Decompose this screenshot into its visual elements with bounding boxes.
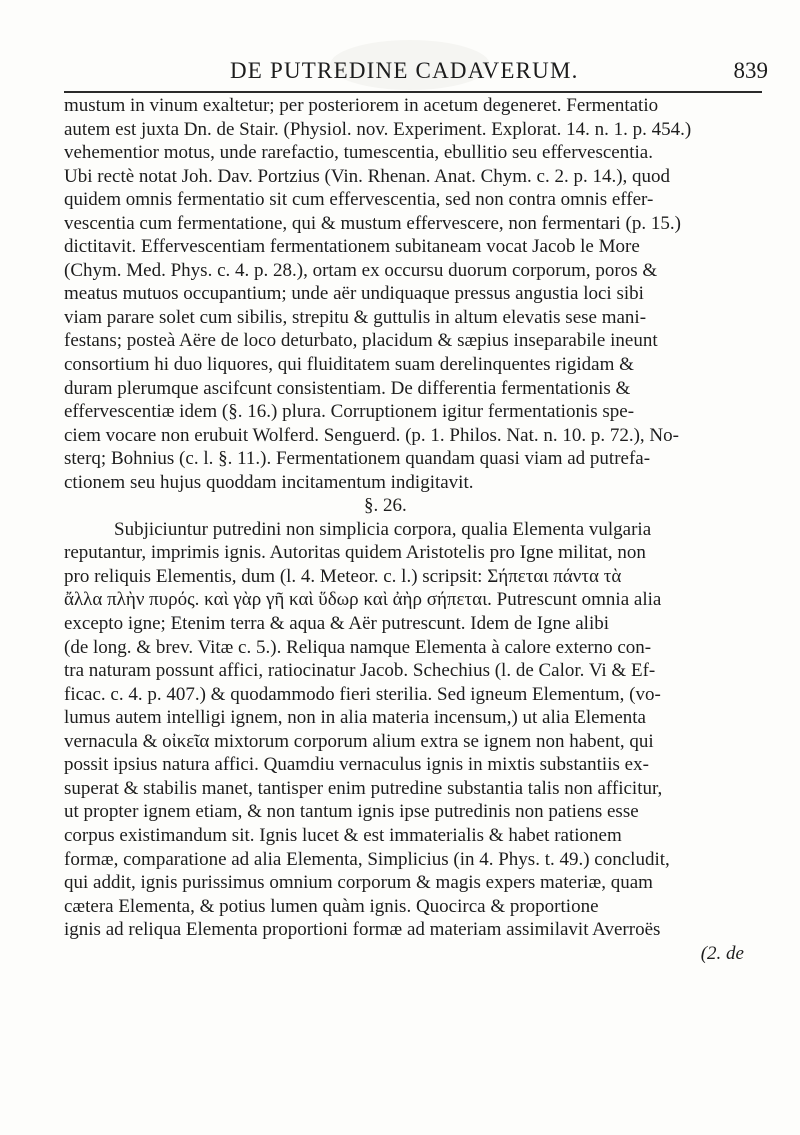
body-text	[64, 94, 784, 965]
text-line: corpus existimandum sit. Ignis lucet & est immaterialis & habet rationem	[64, 824, 622, 846]
text-line: possit ipsius natura affici. Quamdiu vernaculus ignis in mixtis substantiis ex-	[64, 754, 649, 776]
text-line: viam parare solet cum sibilis, strepitu & guttulis in altum elevatis sese mani-	[64, 306, 647, 328]
text-line: mustum in vinum exaltetur; per posteriorem in acetum degeneret. Fermentatio	[64, 95, 659, 116]
text-line: vescentia cum fermentatione, qui & mustum effervescere, non fermentari (p. 15.)	[64, 212, 681, 234]
text-line: duram plerumque ascifcunt consistentiam. De differentia fermentationis &	[64, 377, 631, 399]
header-rule	[64, 91, 762, 93]
text-line: qui addit, ignis purissimus omnium corporum & magis expers materiæ, quam	[64, 872, 653, 894]
text-line: Ubi rectè notat Joh. Dav. Portzius (Vin. Rhenan. Anat. Chym. c. 2. p. 14.), quod	[64, 165, 671, 187]
catchword: (2. de	[700, 942, 744, 964]
text-line: effervescentiæ idem (§. 16.) plura. Corruptionem igitur fermentationis spe-	[64, 401, 635, 423]
text-line: vehementior motus, unde rarefactio, tumescentia, ebullitio seu effervescentia.	[64, 142, 653, 164]
text-line: excepto igne; Etenim terra & aqua & Aër putrescunt. Idem de Igne alibi	[64, 613, 609, 635]
text-line: autem est juxta Dn. de Stair. (Physiol. nov. Experiment. Explorat. 14. n. 1. p. 454.)	[64, 118, 692, 140]
text-line: quidem omnis fermentatio sit cum effervescentia, sed non contra omnis effer-	[64, 189, 654, 211]
section-heading: §. 26.	[364, 495, 407, 517]
text-line: ἄλλα πλὴν πυρός. καὶ γὰρ γῆ καὶ ὕδωρ καὶ ἀὴρ σήπεται. Putrescunt omnia alia	[64, 589, 662, 611]
text-line: ciem vocare non erubuit Wolferd. Senguerd. (p. 1. Philos. Nat. n. 10. p. 72.), No-	[64, 424, 679, 446]
running-head: DE PUTREDINE CADAVERUM.	[230, 58, 579, 83]
text-line: (Chym. Med. Phys. c. 4. p. 28.), ortam ex occursu duorum corporum, poros &	[64, 259, 658, 281]
text-line: dictitavit. Effervescentiam fermentationem subitaneam vocat Jacob le More	[64, 236, 640, 258]
text-line: reputantur, imprimis ignis. Autoritas quidem Aristotelis pro Igne militat, non	[64, 542, 646, 564]
page-header	[60, 52, 768, 88]
text-line: tra naturam possunt affici, ratiocinatur Jacob. Schechius (l. de Calor. Vi & Ef-	[64, 660, 656, 682]
text-line: pro reliquis Elementis, dum (l. 4. Meteor. c. l.) scripsit: Σήπεται πάντα τὰ	[64, 565, 622, 587]
text-line: superat & stabilis manet, tantisper enim putredine substantia talis non afficitur,	[64, 777, 663, 799]
text-line: Subjiciuntur putredini non simplicia corpora, qualia Elementa vulgaria	[114, 518, 652, 540]
text-line: vernacula & οἰκεῖα mixtorum corporum alium extra se ignem non habent, qui	[64, 730, 654, 752]
text-line: consortium hi duo liquores, qui fluiditatem suam derelinquentes rigidam &	[64, 354, 634, 376]
text-line: festans; posteà Aëre de loco deturbato, placidum & sæpius inseparabile ineunt	[64, 330, 658, 352]
text-line: (de long. & brev. Vitæ c. 5.). Reliqua namque Elementa à calore externo con-	[64, 636, 652, 658]
text-line: ut propter ignem etiam, & non tantum ignis ipse putredinis non patiens esse	[64, 801, 639, 823]
text-line: lumus autem intelligi ignem, non in alia materia incensum,) ut alia Elementa	[64, 707, 646, 729]
text-line: ignis ad reliqua Elementa proportioni formæ ad materiam assimilavit Averroës	[64, 919, 661, 941]
page-number: 839	[733, 58, 768, 83]
text-line: sterq; Bohnius (c. l. §. 11.). Fermentationem quandam quasi viam ad putrefa-	[64, 448, 651, 470]
text-line: ficac. c. 4. p. 407.) & quodammodo fieri sterilia. Sed igneum Elementum, (vo-	[64, 683, 661, 705]
text-line: meatus mutuos occupantium; unde aër undiquaque pressus angustia loci sibi	[64, 283, 644, 305]
text-line: ctionem seu hujus quoddam incitamentum indigitavit.	[64, 471, 474, 493]
text-line: formæ, comparatione ad alia Elementa, Simplicius (in 4. Phys. t. 49.) concludit,	[64, 848, 670, 870]
text-line: cætera Elementa, & potius lumen quàm ignis. Quocirca & proportione	[64, 895, 599, 917]
